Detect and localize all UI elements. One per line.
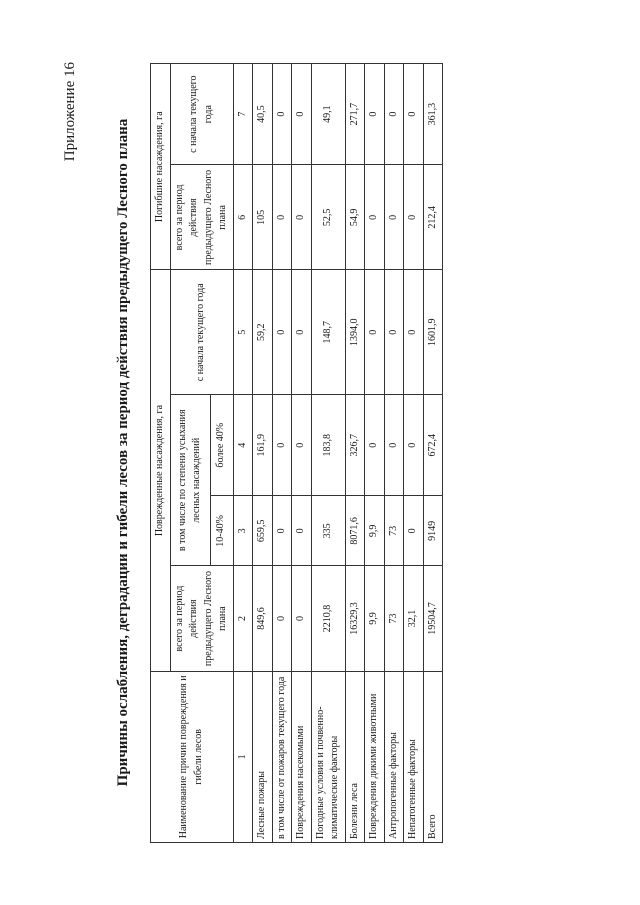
cell-value: 2210,8 — [311, 566, 345, 671]
row-name: в том числе от пожаров текущего года — [272, 671, 292, 842]
table-row — [384, 64, 404, 843]
header-deg-10-40: 10-40% — [210, 496, 233, 566]
cell-value: 0 — [384, 64, 404, 165]
cell-value: 19504,7 — [423, 566, 443, 671]
header-damaged-current: с начала текущего года — [170, 270, 233, 395]
row-name: Лесные пожары — [253, 671, 273, 842]
col-index-cell: 1 — [233, 671, 253, 842]
cell-value: 73 — [384, 566, 404, 671]
cell-value: 0 — [384, 395, 404, 496]
cell-value: 1601,9 — [423, 270, 443, 395]
table-row-total — [423, 64, 443, 843]
header-dead-group: Погибшие насаждения, га — [151, 64, 171, 270]
cell-value: 49,1 — [311, 64, 345, 165]
cell-value: 0 — [292, 165, 312, 270]
forest-damage-table — [150, 63, 443, 843]
cell-value: 8071,6 — [345, 496, 365, 566]
cell-value: 659,5 — [253, 496, 273, 566]
cell-value: 1394,0 — [345, 270, 365, 395]
row-name: Погодные условия и почвенно-климатические факторы — [311, 671, 345, 842]
row-name: Всего — [423, 671, 443, 842]
table-row — [404, 64, 424, 843]
col-index-cell: 2 — [233, 566, 253, 671]
header-dead-total: всего за период действия предыдущего Лесного плана — [170, 165, 233, 270]
cell-value: 0 — [272, 395, 292, 496]
cell-value: 59,2 — [253, 270, 273, 395]
column-index-row — [233, 64, 253, 843]
cell-value: 0 — [404, 165, 424, 270]
cell-value: 0 — [272, 165, 292, 270]
cell-value: 0 — [272, 270, 292, 395]
cell-value: 54,9 — [345, 165, 365, 270]
cell-value: 0 — [272, 496, 292, 566]
cell-value: 335 — [311, 496, 345, 566]
cell-value: 9149 — [423, 496, 443, 566]
cell-value: 212,4 — [423, 165, 443, 270]
header-damaged-degree: в том числе по степени усыхания лесных насаждений — [170, 395, 210, 566]
cell-value: 32,1 — [404, 566, 424, 671]
row-name: Болезни леса — [345, 671, 365, 842]
cell-value: 0 — [272, 64, 292, 165]
cell-value: 0 — [404, 270, 424, 395]
table-row — [272, 64, 292, 843]
cell-value: 672,4 — [423, 395, 443, 496]
cell-value: 9,9 — [365, 496, 385, 566]
cell-value: 0 — [404, 395, 424, 496]
page-title: Причины ослабления, деградации и гибели лесов за период действия предыдущего Лесного плана — [115, 118, 131, 787]
cell-value: 0 — [365, 64, 385, 165]
cell-value: 0 — [384, 165, 404, 270]
cell-value: 0 — [292, 64, 312, 165]
col-index-cell: 6 — [233, 165, 253, 270]
header-dead-current: с начала текущего года — [170, 64, 233, 165]
cell-value: 73 — [384, 496, 404, 566]
cell-value: 0 — [404, 496, 424, 566]
row-name: Антропогенные факторы — [384, 671, 404, 842]
cell-value: 0 — [292, 395, 312, 496]
cell-value: 0 — [292, 496, 312, 566]
cell-value: 0 — [365, 395, 385, 496]
cell-value: 326,7 — [345, 395, 365, 496]
row-name: Повреждения насекомыми — [292, 671, 312, 842]
col-index-cell: 5 — [233, 270, 253, 395]
cell-value: 0 — [384, 270, 404, 395]
table-row — [365, 64, 385, 843]
cell-value: 0 — [272, 566, 292, 671]
cell-value: 40,5 — [253, 64, 273, 165]
cell-value: 16329,3 — [345, 566, 365, 671]
col-index-cell: 7 — [233, 64, 253, 165]
cell-value: 105 — [253, 165, 273, 270]
header-name: Наименование причин повреждения и гибели лесов — [151, 671, 234, 842]
table-row — [345, 64, 365, 843]
cell-value: 0 — [292, 270, 312, 395]
cell-value: 161,9 — [253, 395, 273, 496]
cell-value: 0 — [404, 64, 424, 165]
table-row — [253, 64, 273, 843]
cell-value: 9,9 — [365, 566, 385, 671]
cell-value: 148,7 — [311, 270, 345, 395]
row-name: Непатогенные факторы — [404, 671, 424, 842]
cell-value: 0 — [365, 270, 385, 395]
appendix-label: Приложение 16 — [62, 62, 78, 162]
table-row — [292, 64, 312, 843]
row-name: Повреждения дикими животными — [365, 671, 385, 842]
cell-value: 0 — [365, 165, 385, 270]
col-index-cell: 4 — [233, 395, 253, 496]
cell-value: 271,7 — [345, 64, 365, 165]
cell-value: 361,3 — [423, 64, 443, 165]
cell-value: 0 — [292, 566, 312, 671]
header-damaged-total: всего за период действия предыдущего Лесного плана — [170, 566, 233, 671]
header-damaged-group: Поврежденные насаждения, га — [151, 270, 171, 671]
header-deg-over-40: более 40% — [210, 395, 233, 496]
table-row — [311, 64, 345, 843]
cell-value: 52,5 — [311, 165, 345, 270]
cell-value: 183,8 — [311, 395, 345, 496]
col-index-cell: 3 — [233, 496, 253, 566]
cell-value: 849,6 — [253, 566, 273, 671]
